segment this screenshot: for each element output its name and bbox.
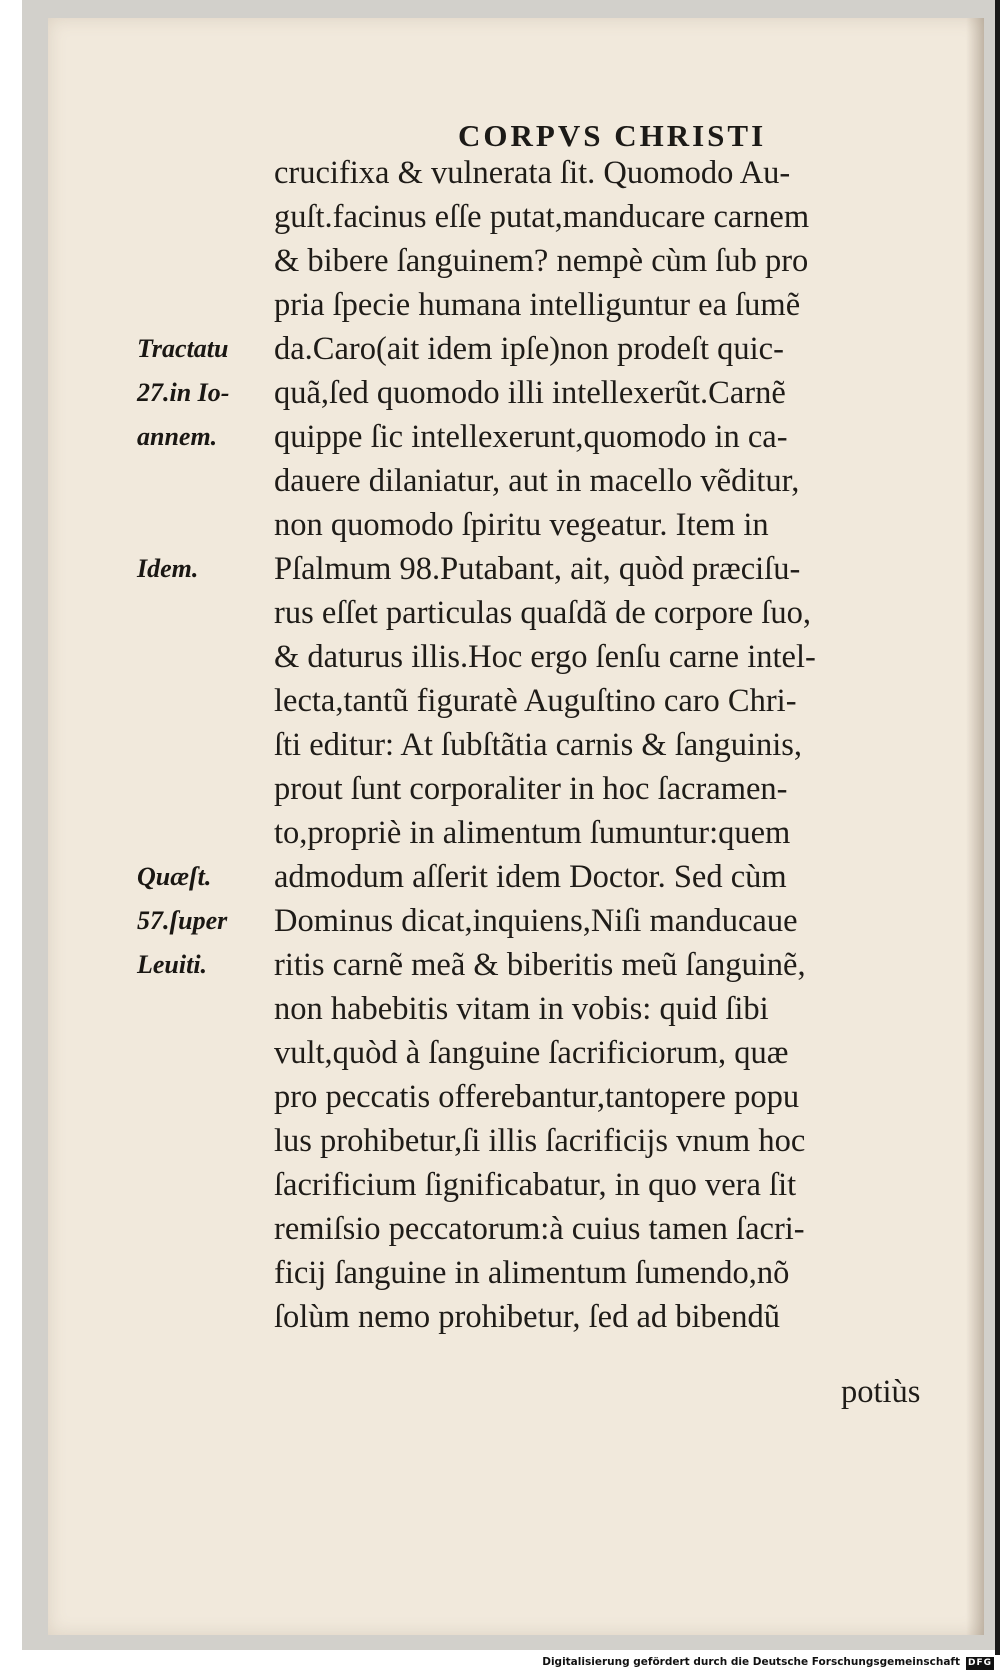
footer-bar — [0, 1655, 1000, 1673]
text-line: crucifixa & vulnerata ſit. Quomodo Au- — [274, 155, 791, 191]
scan-edge — [995, 0, 1000, 1655]
text-line: quã,ſed quomodo illi intellexerũt.Carnẽ — [274, 375, 786, 411]
margin-note: annem. — [137, 422, 218, 451]
catchword: potiùs — [841, 1374, 921, 1410]
text-line: lus prohibetur,ſi illis ſacrificijs vnum hoc — [274, 1123, 806, 1159]
gutter-shadow — [966, 18, 984, 1635]
dfg-logo: DFG — [967, 1658, 992, 1668]
text-line: vult,quòd à ſanguine ſacrificiorum, quæ — [274, 1035, 789, 1071]
text-line: ſti editur: At ſubſtãtia carnis & ſanguinis, — [274, 727, 803, 763]
text-line: Dominus dicat,inquiens,Niſi manducaue — [274, 903, 798, 939]
margin-note: 57.ſuper — [137, 906, 228, 935]
running-head: CORPVS CHRISTI — [458, 118, 767, 153]
text-line: non habebitis vitam in vobis: quid ſibi — [274, 991, 769, 1027]
margin-note: Leuiti. — [137, 950, 208, 979]
margin-note: Quæſt. — [137, 862, 212, 891]
text-line: pria ſpecie humana intelliguntur ea ſumẽ — [274, 287, 801, 323]
text-line: pro peccatis offerebantur,tantopere popu — [274, 1079, 800, 1115]
margin-note: 27.in Io- — [137, 378, 230, 407]
text-line: rus eſſet particulas quaſdã de corpore ſuo, — [274, 595, 811, 631]
text-line: Pſalmum 98.Putabant, ait, quòd præciſu- — [274, 551, 801, 587]
text-line: non quomodo ſpiritu vegeatur. Item in — [274, 507, 769, 543]
text-line: ſacrificium ſignificabatur, in quo vera ſit — [274, 1167, 797, 1203]
text-line: admodum aſſerit idem Doctor. Sed cùm — [274, 859, 787, 895]
text-line: ſolùm nemo prohibetur, ſed ad bibendũ — [274, 1299, 780, 1335]
text-line: lecta,tantũ figuratè Auguſtino caro Chri- — [274, 683, 797, 719]
text-line: ritis carnẽ meã & biberitis meũ ſanguinẽ, — [274, 947, 806, 983]
margin-note: Tractatu — [137, 334, 229, 363]
text-line: & bibere ſanguinem? nempè cùm ſub pro — [274, 243, 809, 279]
text-line: quippe ſic intellexerunt,quomodo in ca- — [274, 419, 788, 455]
text-line: prout ſunt corporaliter in hoc ſacramen- — [274, 771, 788, 807]
text-line: & daturus illis.Hoc ergo ſenſu carne intel- — [274, 639, 816, 675]
text-line: to,propriè in alimentum ſumuntur:quem — [274, 815, 791, 851]
text-line: guſt.facinus eſſe putat,manducare carnem — [274, 199, 810, 235]
margin-note: Idem. — [137, 554, 199, 583]
text-line: remiſsio peccatorum:à cuius tamen ſacri- — [274, 1211, 805, 1247]
footer-credit: Digitalisierung gefördert durch die Deutsche Forschungsgemeinschaft — [542, 1656, 960, 1668]
text-line: da.Caro(ait idem ipſe)non prodeſt quic- — [274, 331, 784, 367]
text-line: ficij ſanguine in alimentum ſumendo,nõ — [274, 1255, 790, 1291]
text-line: dauere dilaniatur, aut in macello vẽditur, — [274, 463, 800, 499]
